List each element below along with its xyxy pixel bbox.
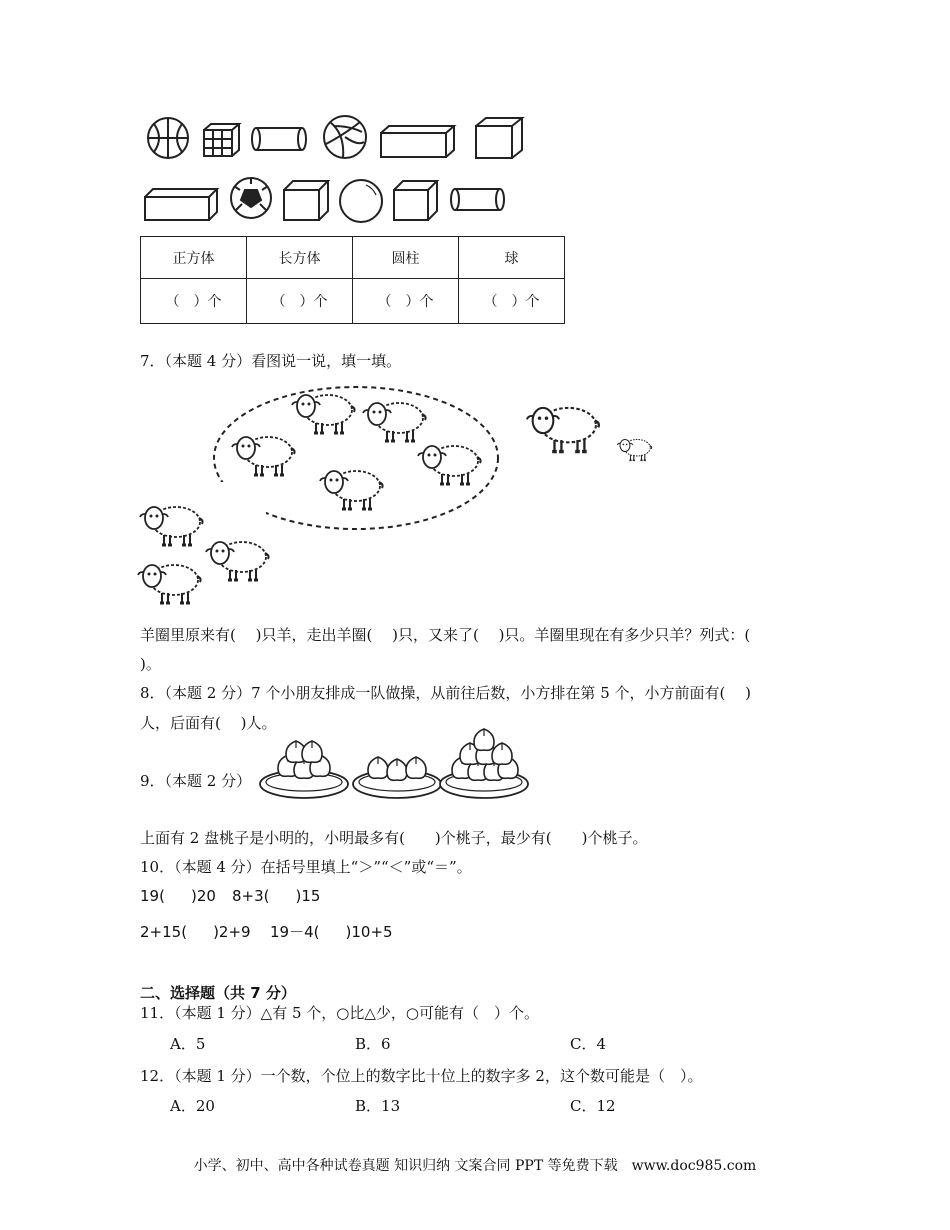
sheep-icon xyxy=(206,542,269,580)
table-header-cuboid: 长方体 xyxy=(247,237,353,279)
table-cell-count[interactable]: （ ）个 xyxy=(353,279,459,324)
q12-option-c[interactable]: C．12 xyxy=(570,1097,616,1115)
q11-option-b[interactable]: B．6 xyxy=(355,1035,391,1053)
table-cell-count[interactable]: （ ）个 xyxy=(247,279,353,324)
lamb-icon xyxy=(617,439,651,460)
cube-icon xyxy=(476,118,522,158)
q9-label: 9．（本题 2 分） xyxy=(140,772,252,790)
cuboid-icon xyxy=(145,189,217,220)
basketball-icon xyxy=(148,118,188,158)
q11-option-a[interactable]: A．5 xyxy=(170,1035,206,1053)
q10-item-3: 2+15( )2+9 xyxy=(140,923,251,941)
peach-plate xyxy=(440,729,528,798)
table-header-cylinder: 圆柱 xyxy=(353,237,459,279)
table-header-cube: 正方体 xyxy=(141,237,247,279)
shapes-illustration xyxy=(0,0,950,230)
page-footer: 小学、初中、高中各种试卷真题 知识归纳 文案合同 PPT 等免费下载 www.doc985.com xyxy=(193,1158,757,1174)
q10-title: 10．（本题 4 分）在括号里填上“＞”“＜”或“＝”。 xyxy=(140,858,472,876)
cuboid-icon xyxy=(381,126,454,157)
q11-text: 11．（本题 1 分）△有 5 个，○比△少，○可能有（ ）个。 xyxy=(140,1004,539,1022)
table-cell-count[interactable]: （ ）个 xyxy=(459,279,565,324)
sphere-icon xyxy=(340,180,382,222)
q12-option-a[interactable]: A．20 xyxy=(170,1097,215,1115)
q12-option-b[interactable]: B．13 xyxy=(355,1097,401,1115)
q7-line2: )。 xyxy=(140,655,161,673)
peach-plates-illustration xyxy=(0,740,950,810)
q10-item-1: 19( )20 xyxy=(140,887,216,905)
table-header-sphere: 球 xyxy=(459,237,565,279)
q7-line1: 羊圈里原来有( )只羊，走出羊圈( )只，又来了( )只。羊圈里现在有多少只羊？列式：( xyxy=(140,626,751,644)
q8-line1: 8．（本题 2 分）7 个小朋友排成一队做操，从前往后数，小方排在第 5 个，小方前面有( ) xyxy=(140,684,751,702)
q10-item-2: 8+3( )15 xyxy=(232,887,321,905)
cylinder-icon xyxy=(252,128,306,150)
cube-icon xyxy=(284,181,328,220)
sheep-icon xyxy=(527,408,599,452)
q12-text: 12．（本题 1 分）一个数，个位上的数字比十位上的数字多 2，这个数可能是（ ）。 xyxy=(140,1067,703,1085)
sheep-pen-illustration xyxy=(0,385,950,615)
sheep-icon xyxy=(320,471,383,509)
shape-count-table xyxy=(140,236,565,324)
q7-title: 7．（本题 4 分）看图说一说，填一填。 xyxy=(140,352,402,370)
sheep-icon xyxy=(138,565,201,603)
rubik-cube-icon xyxy=(204,124,239,156)
soccer-ball-icon xyxy=(231,178,271,218)
sheep-icon xyxy=(140,507,203,545)
sheep-icon xyxy=(232,437,295,475)
q9-text: 上面有 2 盘桃子是小明的，小明最多有( )个桃子，最少有( )个桃子。 xyxy=(140,829,648,847)
cube-icon xyxy=(394,181,437,220)
peach-plate xyxy=(353,757,441,798)
q8-line2: 人，后面有( )人。 xyxy=(140,714,277,732)
table-cell-count[interactable]: （ ）个 xyxy=(141,279,247,324)
sheep-icon xyxy=(292,395,355,433)
q10-item-4: 19－4( )10+5 xyxy=(270,923,393,941)
cylinder-icon xyxy=(451,189,504,210)
volleyball-icon xyxy=(324,116,366,158)
sheep-icon xyxy=(418,446,481,484)
section-2-title: 二、选择题（共 7 分） xyxy=(140,984,296,1002)
peach-plate xyxy=(260,741,348,798)
q11-option-c[interactable]: C．4 xyxy=(570,1035,607,1053)
sheep-icon xyxy=(363,403,426,441)
